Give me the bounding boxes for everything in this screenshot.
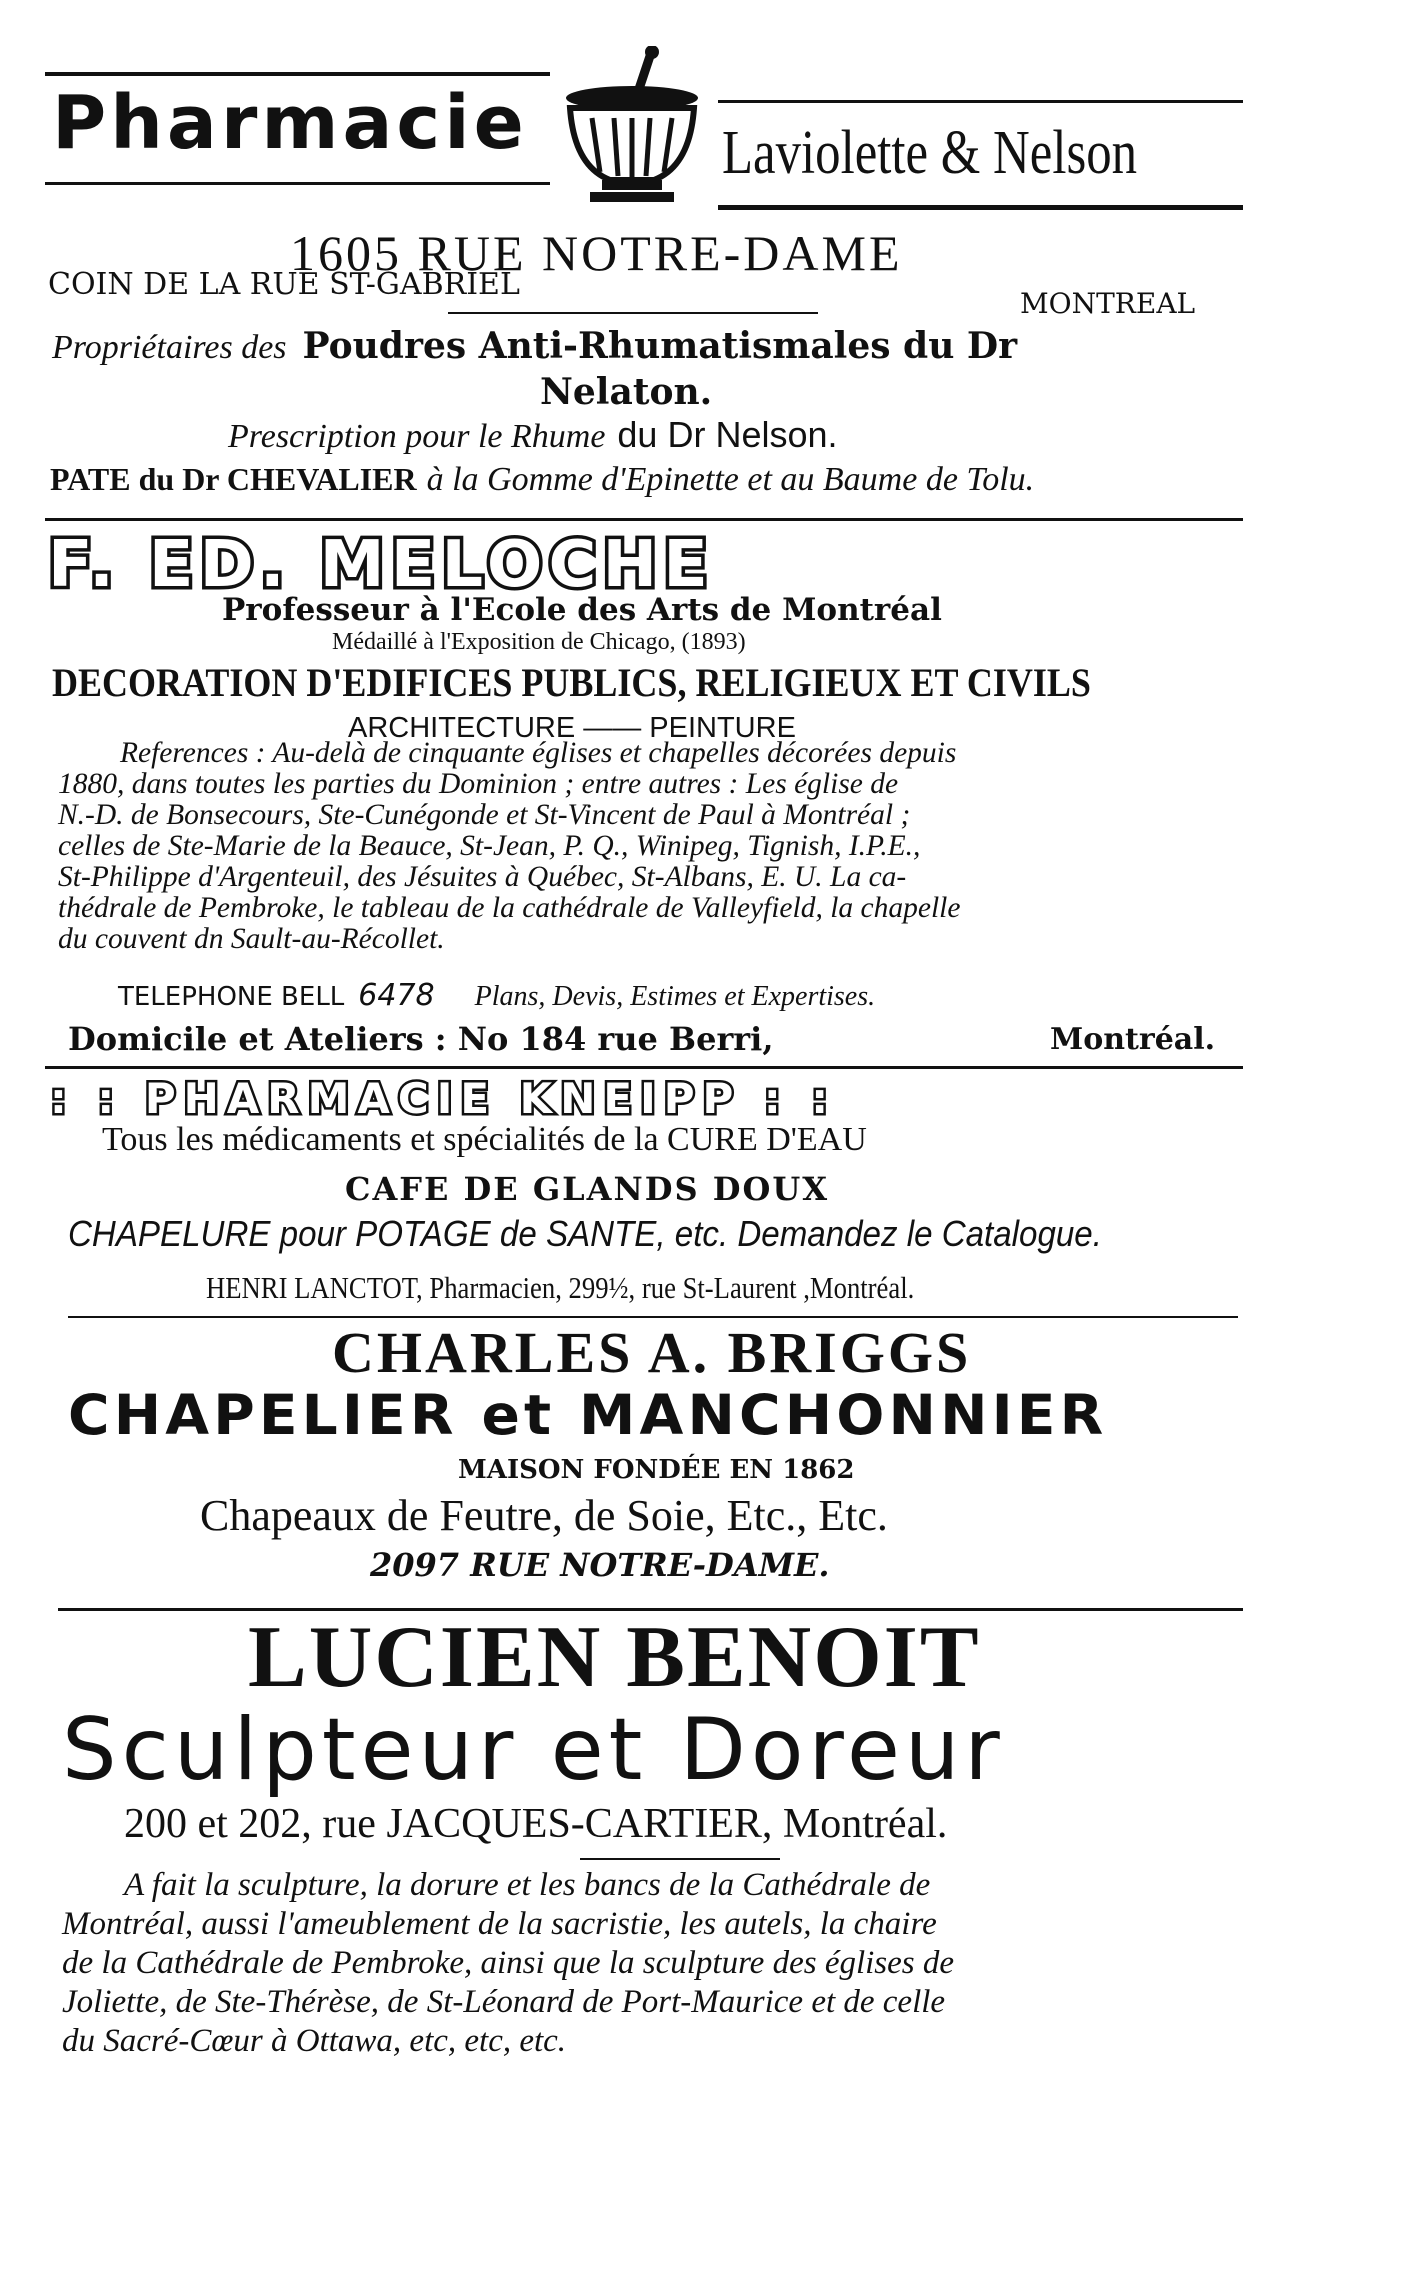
top-rule-right — [718, 100, 1243, 103]
domicile-line: Domicile et Ateliers : No 184 rue Berri, — [68, 1020, 774, 1058]
references-line: thédrale de Pembroke, le tableau de la cathédrale de Valleyfield, la chapelle — [58, 892, 961, 924]
corner-rule — [448, 312, 818, 314]
kneipp-line-3: CHAPELURE pour POTAGE de SANTE, etc. Demandez le Catalogue. — [68, 1213, 1102, 1254]
separator-2 — [45, 1066, 1243, 1069]
briggs-trade: CHAPELIER et MANCHONNIER — [68, 1383, 1108, 1447]
decoration-line: DECORATION D'EDIFICES PUBLICS, RELIGIEUX ET CIVILS — [52, 660, 1091, 705]
street-corner: COIN DE LA RUE ST-GABRIEL — [48, 267, 520, 302]
under-title-rule-left — [45, 182, 550, 185]
kneipp-line-1: Tous les médicaments et spécialités de la CURE D'EAU — [102, 1121, 867, 1158]
references-line: References : Au-delà de cinquante églises et chapelles décorées depuis — [120, 737, 957, 769]
briggs-products: Chapeaux de Feutre, de Soie, Etc., Etc. — [200, 1491, 888, 1540]
specialties-line: ARCHITECTURE —— PEINTURE — [348, 712, 796, 744]
nelson-product: du Dr Nelson. — [617, 414, 838, 455]
briggs-address: 2097 RUE NOTRE-DAME. — [370, 1546, 830, 1584]
description-line: A fait la sculpture, la dorure et les bancs de la Cathédrale de — [124, 1867, 931, 1903]
benoit-name: LUCIEN BENOIT — [248, 1609, 981, 1706]
under-title-rule-right — [718, 205, 1243, 210]
address-street: 1605 RUE NOTRE-DAME — [290, 225, 903, 281]
poudres-line — [52, 322, 1017, 378]
medal-line: Médaillé à l'Exposition de Chicago, (1893) — [332, 629, 746, 655]
professor-line: Professeur à l'Ecole des Arts de Montréal — [222, 592, 942, 628]
pharmacie-title: Pharmacie — [52, 80, 528, 166]
references-line: du couvent dn Sault-au-Récollet. — [58, 923, 445, 955]
services: Plans, Devis, Estimes et Expertises. — [474, 981, 876, 1012]
nelaton: Nelaton. — [540, 371, 713, 413]
prescription-label: Prescription pour le Rhume — [228, 418, 606, 455]
description-line: Montréal, aussi l'ameublement de la sacristie, les autels, la chaire — [62, 1906, 937, 1942]
references-line: N.-D. de Bonsecours, Ste-Cunégonde et St-Vincent de Paul à Montréal ; — [58, 799, 911, 831]
references-line: celles de Ste-Marie de la Beauce, St-Jean, P. Q., Winipeg, Tignish, I.P.E., — [58, 830, 921, 862]
references-paragraph — [58, 738, 960, 955]
briggs-name: CHARLES A. BRIGGS — [332, 1320, 972, 1385]
pate-product: PATE du Dr CHEVALIER — [50, 461, 417, 497]
benoit-short-rule — [580, 1858, 780, 1860]
benoit-trade: Sculpteur et Doreur — [62, 1700, 1005, 1800]
description-line: Joliette, de Ste-Thérèse, de St-Léonard de Port-Maurice et de celle — [62, 1984, 946, 2020]
kneipp-name: : : PHARMACIE KNEIPP : : — [50, 1074, 837, 1123]
poudres-product: Poudres Anti-Rhumatismales du Dr — [302, 325, 1018, 367]
references-line: St-Philippe d'Argenteuil, des Jésuites à Québec, St-Albans, E. U. La ca- — [58, 861, 907, 893]
pate-description: à la Gomme d'Epinette et au Baume de Tolu. — [426, 461, 1035, 498]
telephone-line — [118, 976, 875, 1021]
meloche-name: F. ED. MELOCHE — [48, 528, 714, 602]
references-line: 1880, dans toutes les parties du Dominion ; entre autres : Les église de — [58, 768, 899, 800]
briggs-founded: MAISON FONDÉE EN 1862 — [458, 1455, 855, 1485]
laviolette-nelson-title: Laviolette & Nelson — [722, 119, 1138, 187]
top-rule-left — [45, 72, 550, 76]
kneipp-line-2: CAFE DE GLANDS DOUX — [345, 1170, 830, 1208]
city: MONTREAL — [1020, 287, 1196, 320]
description-line: du Sacré-Cœur à Ottawa, etc, etc, etc. — [62, 2023, 567, 2059]
telephone-label: TELEPHONE BELL — [118, 982, 345, 1012]
proprietaires-label: Propriétaires des — [52, 329, 287, 366]
telephone-number: 6478 — [358, 978, 435, 1013]
separator-3-left — [68, 1316, 1238, 1318]
benoit-description — [62, 1866, 954, 2061]
mortar-and-pestle-icon — [552, 46, 712, 206]
domicile-city: Montréal. — [1050, 1022, 1216, 1057]
kneipp-line-4: HENRI LANCTOT, Pharmacien, 299½, rue St-Laurent ,Montréal. — [206, 1270, 915, 1305]
benoit-address: 200 et 202, rue JACQUES-CARTIER, Montréal. — [124, 1801, 948, 1847]
separator-1 — [45, 518, 1243, 521]
pate-line — [50, 456, 1034, 509]
description-line: de la Cathédrale de Pembroke, ainsi que la sculpture des églises de — [62, 1945, 955, 1981]
